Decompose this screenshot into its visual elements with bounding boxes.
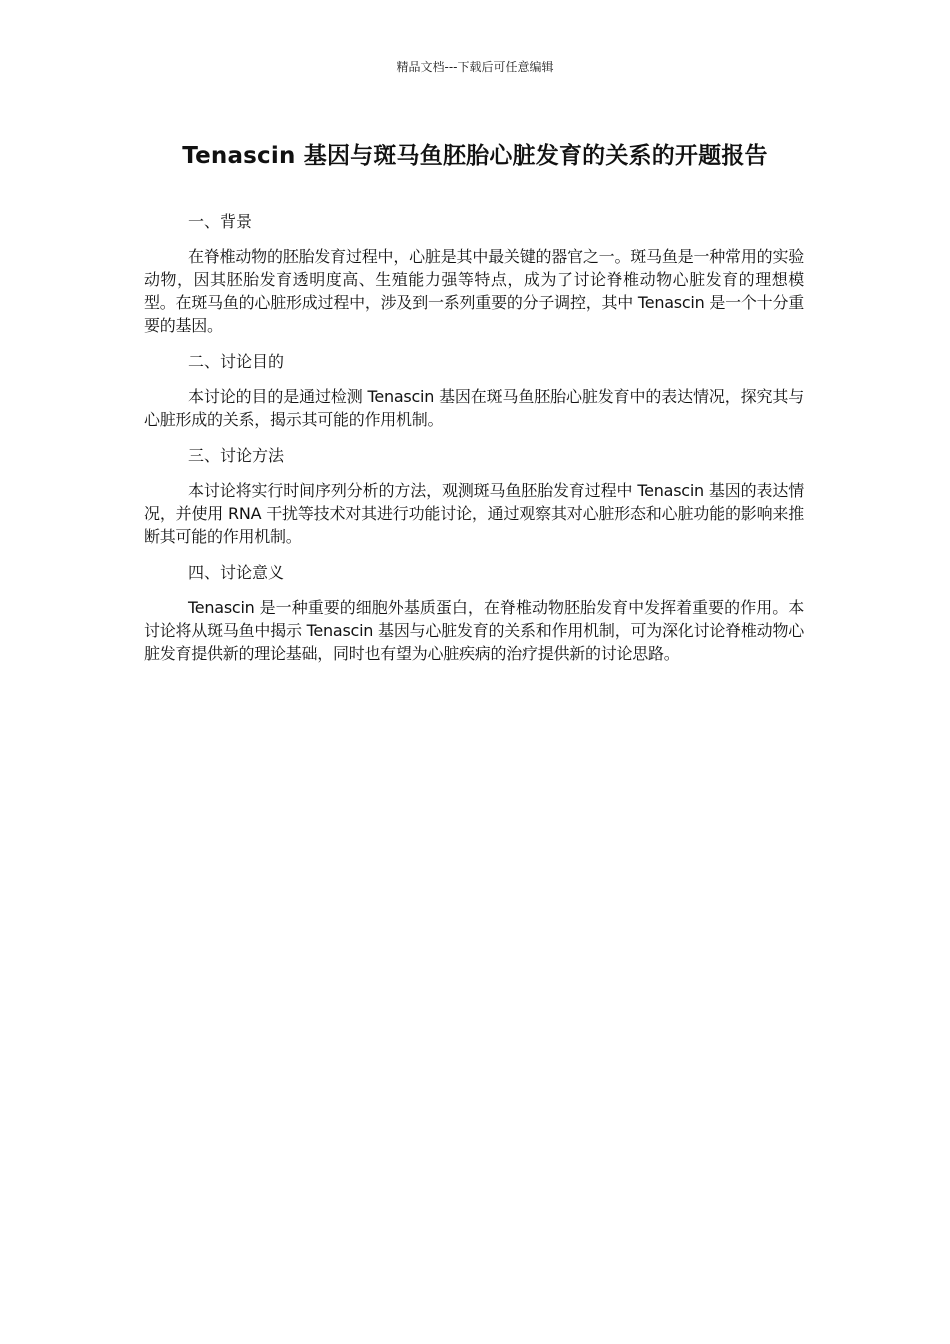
section-heading-background: 一、背景 bbox=[188, 212, 253, 231]
document-body bbox=[144, 210, 804, 678]
header-note: 精品文档---下载后可任意编辑 bbox=[396, 60, 554, 74]
section-paragraph-method: 本讨论将实行时间序列分析的方法，观测斑马鱼胚胎发育过程中 Tenascin 基因的表达情况，并使用 RNA 干扰等技术对其进行功能讨论，通过观察其对心脏形态和心脏功能的影响来推断其可能的作用机制。 bbox=[144, 481, 804, 546]
section-paragraph-significance: Tenascin 是一种重要的细胞外基质蛋白，在脊椎动物胚胎发育中发挥着重要的作用。本讨论将从斑马鱼中揭示 Tenascin 基因与心脏发育的关系和作用机制，可为深化讨论脊椎动物心脏发育提供新的理论基础，同时也有望为心脏疾病的治疗提供新的讨论思路。 bbox=[144, 598, 804, 663]
section-paragraph-purpose: 本讨论的目的是通过检测 Tenascin 基因在斑马鱼胚胎心脏发育中的表达情况，探究其与心脏形成的关系，揭示其可能的作用机制。 bbox=[144, 387, 804, 429]
section-heading-purpose: 二、讨论目的 bbox=[188, 352, 285, 371]
section-heading-method: 三、讨论方法 bbox=[188, 446, 285, 465]
section-paragraph-background: 在脊椎动物的胚胎发育过程中，心脏是其中最关键的器官之一。斑马鱼是一种常用的实验动物，因其胚胎发育透明度高、生殖能力强等特点，成为了讨论脊椎动物心脏发育的理想模型。在斑马鱼的心脏形成过程中，涉及到一系列重要的分子调控，其中 Tenascin 是一个十分重要的基因。 bbox=[144, 247, 804, 335]
document-title: Tenascin 基因与斑马鱼胚胎心脏发育的关系的开题报告 bbox=[182, 143, 768, 169]
section-heading-significance: 四、讨论意义 bbox=[188, 563, 285, 582]
